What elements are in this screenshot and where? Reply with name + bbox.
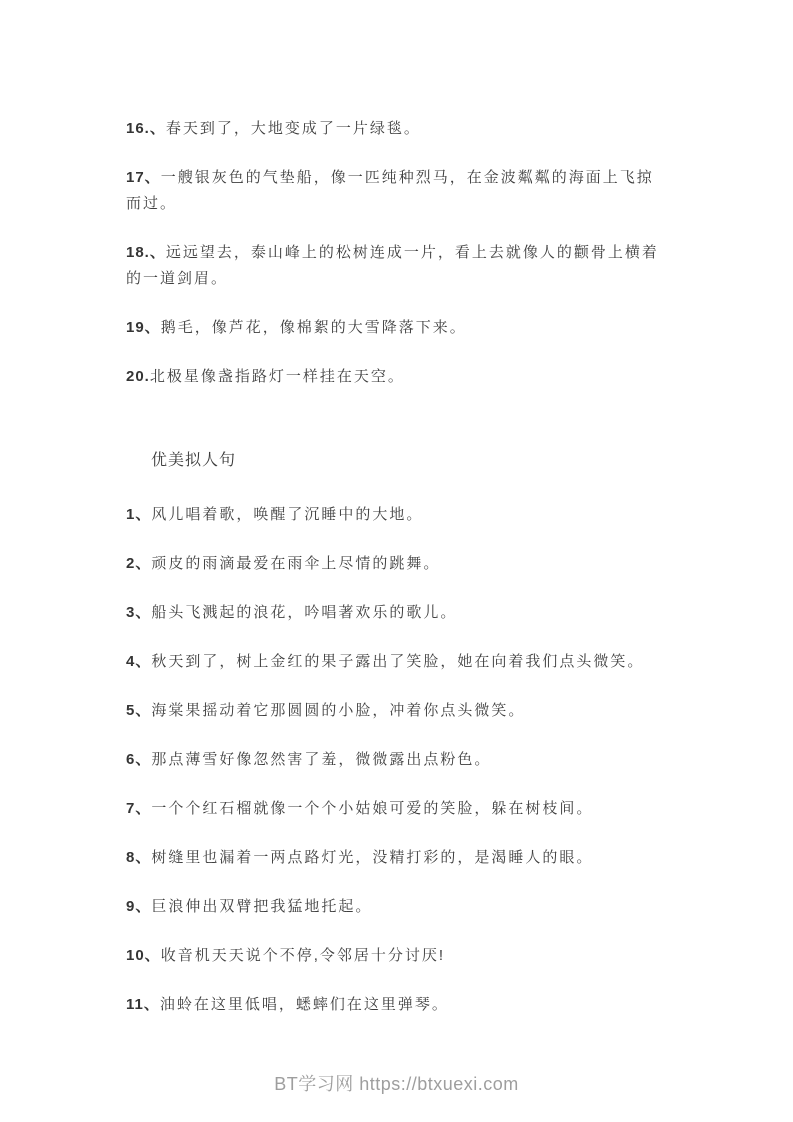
list-item-10 bbox=[126, 943, 669, 969]
item-text: 顽皮的雨滴最爱在雨伞上尽情的跳舞。 bbox=[151, 555, 441, 572]
list-item-5 bbox=[126, 698, 669, 724]
list-item-3 bbox=[126, 600, 669, 626]
list-item-9 bbox=[126, 894, 669, 920]
list-item-6 bbox=[126, 747, 669, 773]
item-number: 19、 bbox=[126, 319, 161, 336]
item-text: 鹅毛，像芦花，像棉絮的大雪降落下来。 bbox=[160, 319, 467, 336]
list-item-7 bbox=[126, 796, 669, 822]
item-number: 11、 bbox=[126, 996, 160, 1013]
item-number: 18.、 bbox=[126, 244, 166, 261]
list-item-18 bbox=[126, 240, 669, 292]
item-text: 风儿唱着歌，唤醒了沉睡中的大地。 bbox=[151, 506, 424, 523]
item-text: 那点薄雪好像忽然害了羞，微微露出点粉色。 bbox=[151, 751, 492, 768]
item-text: 巨浪伸出双臂把我猛地托起。 bbox=[151, 898, 373, 915]
item-number: 17、 bbox=[126, 169, 161, 186]
item-number: 8、 bbox=[126, 849, 152, 866]
item-number: 16.、 bbox=[126, 120, 166, 137]
item-text: 秋天到了，树上金红的果子露出了笑脸，她在向着我们点头微笑。 bbox=[151, 653, 645, 670]
item-text: 一个个红石榴就像一个个小姑娘可爱的笑脸，躲在树枝间。 bbox=[151, 800, 594, 817]
item-text: 油蛉在这里低唱，蟋蟀们在这里弹琴。 bbox=[159, 996, 449, 1013]
item-text: 远远望去，泰山峰上的松树连成一片，看上去就像人的颧骨上横着的一道剑眉。 bbox=[126, 244, 659, 287]
item-text: 船头飞溅起的浪花，吟唱著欢乐的歌儿。 bbox=[151, 604, 458, 621]
item-number: 6、 bbox=[126, 751, 152, 768]
item-number: 7、 bbox=[126, 800, 152, 817]
footer-watermark: BT学习网 https://btxuexi.com bbox=[274, 1074, 519, 1094]
list-item-4 bbox=[126, 649, 669, 675]
item-number: 4、 bbox=[126, 653, 152, 670]
list-item-19 bbox=[126, 315, 669, 341]
item-text: 海棠果摇动着它那圆圆的小脸，冲着你点头微笑。 bbox=[151, 702, 526, 719]
list-item-11 bbox=[126, 992, 669, 1018]
item-number: 1、 bbox=[126, 506, 152, 523]
list-item-2 bbox=[126, 551, 669, 577]
list-item-17 bbox=[126, 165, 669, 217]
item-text: 一艘银灰色的气垫船，像一匹纯种烈马，在金波粼粼的海面上飞掠而过。 bbox=[126, 169, 654, 212]
item-number: 3、 bbox=[126, 604, 152, 621]
list-item-16 bbox=[126, 116, 669, 142]
item-number: 9、 bbox=[126, 898, 152, 915]
list-item-20 bbox=[126, 364, 669, 390]
item-text: 春天到了，大地变成了一片绿毯。 bbox=[165, 120, 421, 137]
page-footer bbox=[0, 1070, 793, 1096]
item-text: 收音机天天说个不停,令邻居十分讨厌! bbox=[160, 947, 446, 964]
item-number: 20. bbox=[126, 368, 150, 385]
item-number: 5、 bbox=[126, 702, 152, 719]
item-text: 北极星像盏指路灯一样挂在天空。 bbox=[149, 368, 405, 385]
list-item-1 bbox=[126, 502, 669, 528]
list-item-8 bbox=[126, 845, 669, 871]
item-text: 树缝里也漏着一两点路灯光，没精打彩的，是渴睡人的眼。 bbox=[151, 849, 594, 866]
item-number: 10、 bbox=[126, 947, 161, 964]
section-heading: 优美拟人句 bbox=[151, 452, 237, 469]
item-number: 2、 bbox=[126, 555, 152, 572]
